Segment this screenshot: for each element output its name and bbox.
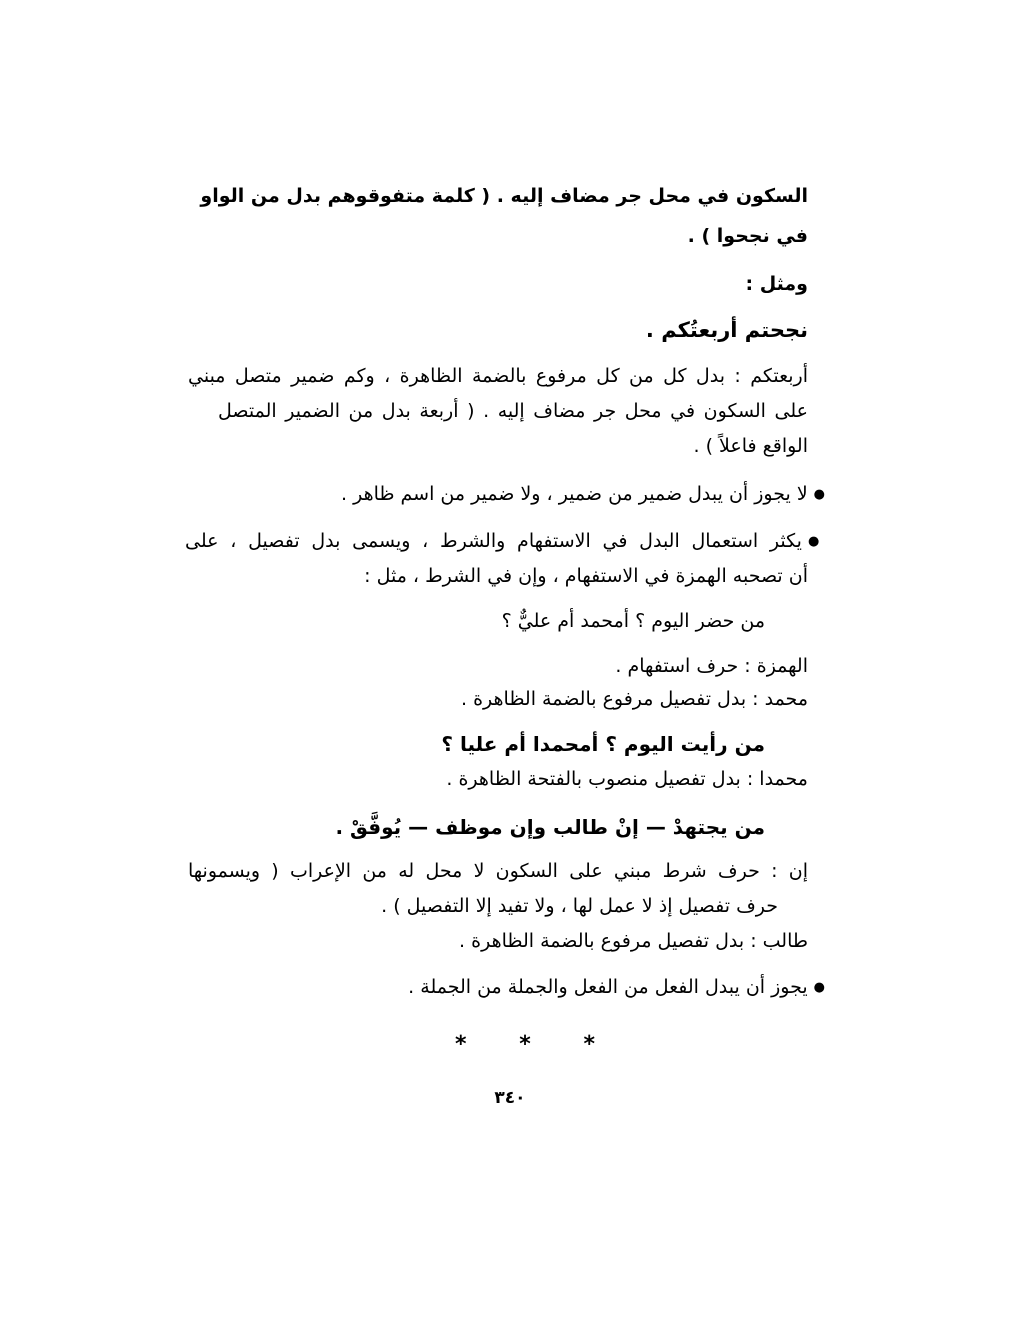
example-sentence: نجحتم أربعتُكم . (645, 318, 808, 342)
star-glyph: * (455, 1032, 467, 1057)
page-number: ٣٤٠ (494, 1088, 526, 1108)
text-line: الواقع فاعلاً ) . (693, 435, 808, 457)
example-sentence: من رأيت اليوم ؟ أمحمدا أم عليا ؟ (441, 732, 765, 756)
example-sentence: من حضر اليوم ؟ أمحمد أم عليٌّ ؟ (501, 610, 765, 632)
text-line: طالب : بدل تفصيل مرفوع بالضمة الظاهرة . (459, 930, 808, 952)
text-line: أن تصحبه الهمزة في الاستفهام ، وإن في الشرط ، مثل : (364, 565, 808, 587)
text-line: حرف تفصيل إذ لا عمل لها ، ولا تفيد إلا التفصيل ) . (381, 895, 778, 917)
text-line: السكون في محل جر مضاف إليه . ( كلمة متفوقوهم بدل من الواو (200, 185, 808, 207)
text-line: إن : حرف شرط مبني على السكون لا محل له من الإعراب ( ويسمونها (188, 860, 808, 882)
star-glyph: * (519, 1032, 531, 1057)
bullet-rule: ● لا يجوز أن يبدل ضمير من ضمير ، ولا ضمير من اسم ظاهر . (341, 480, 825, 509)
text-line: في نجحوا ) . (687, 225, 808, 247)
text-line: على السكون في محل جر مضاف إليه . ( أربعة بدل من الضمير المتصل (218, 400, 808, 422)
text-line: الهمزة : حرف استفهام . (615, 655, 808, 677)
bullet-rule: ● يجوز أن يبدل الفعل من الفعل والجملة من الجملة . (408, 973, 825, 1002)
text-line: محمد : بدل تفصيل مرفوع بالضمة الظاهرة . (461, 688, 808, 710)
text-line: محمدا : بدل تفصيل منصوب بالفتحة الظاهرة . (446, 768, 808, 790)
text-line: ومثل : (745, 273, 808, 295)
example-sentence: من يجتهدْ — إنْ طالب وإن موظف — يُوفَّقْ . (335, 815, 765, 839)
section-separator (455, 1032, 595, 1057)
star-glyph: * (583, 1032, 595, 1057)
bullet-rule: ● يكثر استعمال البدل في الاستفهام والشرط ، ويسمى بدل تفصيل ، على (185, 527, 825, 556)
text-line: أربعتكم : بدل كل من كل مرفوع بالضمة الظاهرة ، وكم ضمير متصل مبني (188, 365, 808, 387)
